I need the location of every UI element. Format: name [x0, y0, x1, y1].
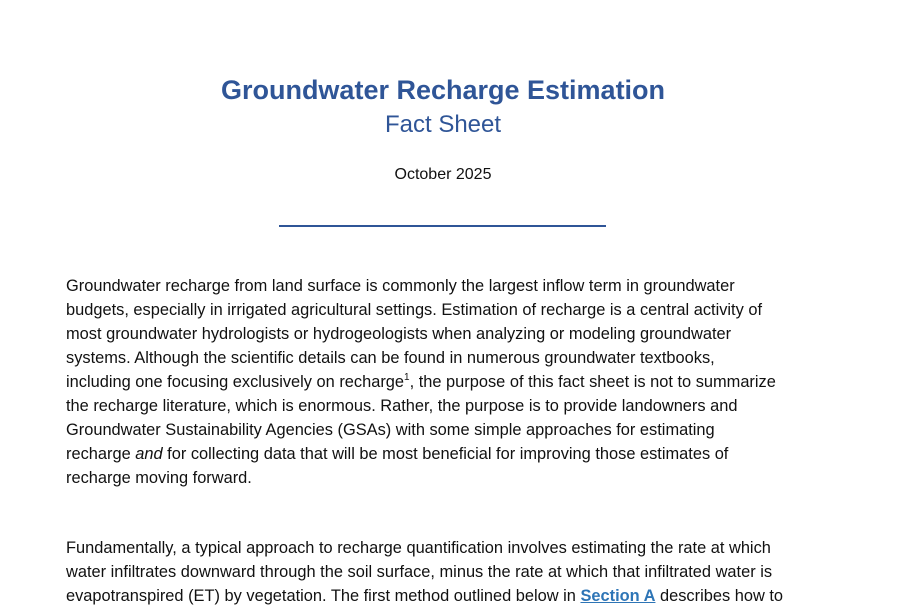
document-title: Groundwater Recharge Estimation [220, 75, 666, 105]
paragraph-line: Fundamentally, a typical approach to recharge quantification involves estimating the rate at which [66, 539, 771, 557]
paragraph-text: evapotranspired (ET) by vegetation. The first method outlined below in [66, 587, 581, 605]
document-subtitle: Fact Sheet [384, 111, 502, 138]
paragraph-text: recharge [66, 445, 136, 463]
document-date: October 2025 [394, 166, 492, 183]
emphasis-text: and [135, 445, 163, 463]
paragraph-line [66, 584, 836, 608]
method-paragraph [66, 536, 836, 608]
paragraph-text: for collecting data that will be most beneficial for improving those estimates of [162, 445, 729, 463]
paragraph-text: , the purpose of this fact sheet is not to summarize [409, 373, 776, 391]
paragraph-line: Groundwater recharge from land surface is commonly the largest inflow term in groundwater [66, 277, 735, 295]
paragraph-text: describes how to [655, 587, 784, 605]
footnote-marker[interactable]: 1 [404, 372, 410, 383]
title-divider [279, 225, 606, 227]
paragraph-text: including one focusing exclusively on recharge [66, 373, 405, 391]
paragraph-line [66, 442, 836, 466]
paragraph-line: systems. Although the scientific details can be found in numerous groundwater textbooks, [66, 349, 715, 367]
intro-paragraph [66, 274, 836, 490]
section-a-link[interactable]: Section A [580, 587, 656, 605]
paragraph-line: Groundwater Sustainability Agencies (GSAs) with some simple approaches for estimating [66, 421, 715, 439]
paragraph-line: the recharge literature, which is enormous. Rather, the purpose is to provide landowners and [66, 397, 738, 415]
paragraph-line: water infiltrates downward through the soil surface, minus the rate at which that infiltrated water is [66, 563, 773, 581]
paragraph-line [66, 370, 836, 394]
paragraph-line: budgets, especially in irrigated agricultural settings. Estimation of recharge is a central activity of [66, 301, 763, 319]
paragraph-line: recharge moving forward. [66, 469, 252, 487]
paragraph-line: most groundwater hydrologists or hydrogeologists when analyzing or modeling groundwater [66, 325, 732, 343]
